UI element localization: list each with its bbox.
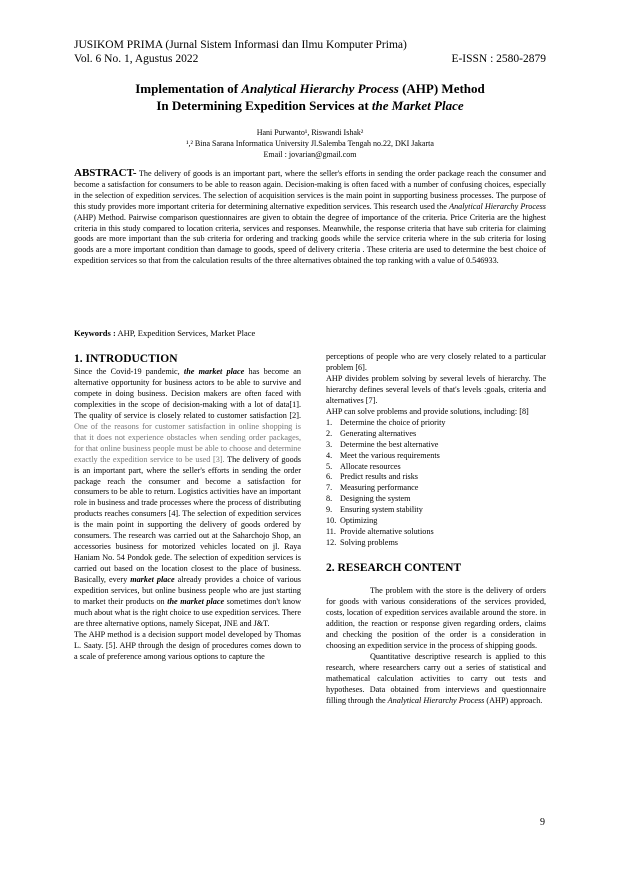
list-item	[326, 418, 546, 429]
title-italic: Analytical Hierarchy Process	[241, 81, 399, 96]
keywords	[74, 328, 255, 338]
list-item-number: 11.	[326, 527, 336, 537]
list-item-text: Measuring performance	[340, 483, 419, 493]
list-item-number: 7.	[326, 483, 333, 493]
journal-name: JUSIKOM PRIMA (Jurnal Sistem Informasi dan Ilmu Komputer Prima)	[74, 39, 407, 51]
list-item-text: Solving problems	[340, 538, 398, 548]
list-item-text: Allocate resources	[340, 461, 401, 471]
keywords-text: AHP, Expedition Services, Market Place	[115, 328, 256, 338]
text: already provides a choice of various expedition services, but online business people who are just starting to market their products on	[74, 575, 301, 607]
section-heading-research-content: 2. RESEARCH CONTENT	[326, 562, 462, 575]
list-item-number: 10.	[326, 516, 337, 526]
page-number: 9	[540, 817, 545, 828]
section-heading-introduction: 1. INTRODUCTION	[74, 353, 178, 365]
intro-paragraph: AHP divides problem solving by several levels of hierarchy. The hierarchy defines several levels of that's levels :goals, criteria and alternatives [7].	[326, 373, 546, 405]
research-paragraph	[326, 652, 546, 707]
ahp-capabilities-list	[326, 418, 546, 549]
text-gray: One of the reasons for customer satisfaction in online shopping is that it does not experience obstacles when sending order packages, for that online business people must be able to choose and determine exactly the expedition service to be used [3].	[74, 421, 301, 464]
intro-paragraph: AHP can solve problems and provide solutions, including: [8]	[326, 406, 529, 416]
list-item	[326, 440, 546, 451]
abstract-label: ABSTRACT-	[74, 167, 137, 179]
list-item-text: Meet the various requirements	[340, 450, 440, 460]
journal-volume: Vol. 6 No. 1, Agustus 2022	[74, 53, 199, 65]
list-item	[326, 494, 546, 505]
list-item	[326, 472, 546, 483]
list-item-text: Determine the best alternative	[340, 439, 439, 449]
text-italic: Analytical Hierarchy Process	[387, 695, 485, 705]
list-item-number: 2.	[326, 428, 333, 438]
text: (AHP) approach.	[484, 695, 543, 705]
right-column	[326, 352, 546, 707]
list-item-number: 12.	[326, 538, 337, 548]
list-item-number: 4.	[326, 450, 333, 460]
list-item	[326, 462, 546, 473]
list-item-number: 9.	[326, 505, 333, 515]
journal-volume-line	[74, 52, 546, 66]
authors: Hani Purwanto¹, Riswandi Ishak²	[256, 128, 364, 137]
title-part: Implementation of	[135, 81, 242, 96]
list-item-number: 1.	[326, 417, 333, 427]
list-item-text: Optimizing	[340, 516, 378, 526]
list-item	[326, 451, 546, 462]
title-italic: the Market Place	[371, 98, 464, 113]
list-item	[326, 505, 546, 516]
list-item-number: 6.	[326, 472, 333, 482]
paper-title-line-2	[0, 97, 620, 114]
text: has become an alternative opportunity for business actors to be able to survive and compete in doing business. Decision makers are often faced with complexities in the scope of decision-making with a lot of data[1]. The quality of service is closely related to customer satisfaction [2].	[74, 367, 302, 420]
affiliation: ¹,² Bina Sarana Informatica University Jl.Salemba Tengah no.22, DKI Jakarta	[186, 139, 434, 148]
title-part: In Determining Expedition Services at	[156, 98, 372, 113]
left-column	[74, 352, 301, 663]
research-paragraph: The problem with the store is the delivery of orders for goods with various considerations of the services provided, costs, location of expedition services available around the store. in addition, the reaction or response given regarding orders, claims and checking the position of the order is a consideration in choosing an expedition service in the process of shipping goods.	[326, 586, 546, 650]
list-item-text: Generating alternatives	[340, 428, 417, 438]
text: Since the Covid-19 pandemic,	[74, 367, 184, 376]
list-item-number: 5.	[326, 461, 333, 471]
abstract-text: (AHP) Method. Pairwise comparison questionnaires are given to obtain the degree of importance of the criteria. Price Criteria are the highest criteria in this study compared to location criteria, services and responses. Meanwhile, the response criteria that have sub criteria for claiming goods are more important than the sub criteria for ordering and tracking goods while the service criteria where in the sub criteria for losing goods are a more important condition than damage to goods, speed of delivery criteria . These criteria are used to determine the best choice of expedition services so that from the calculation results of the three alternatives obtained the top ranking with a value of 0.546933.	[74, 212, 546, 266]
list-item	[326, 429, 546, 440]
list-item-text: Provide alternative solutions	[340, 527, 434, 537]
list-item-text: Predict results and risks	[340, 472, 418, 482]
list-item-number: 3.	[326, 439, 333, 449]
abstract-text: The delivery of goods is an important part, where the seller's efforts in sending the order package reach the consumer and become a satisfaction for consumers to be able to reason again. Decision-making is often faced with a number of confusing choices, especially in the selection of expedition services. The selection of acquisition services is the main point in supporting business processes. The purpose of this study provides more important criteria for determining alternative expedition services. This research used the	[74, 169, 546, 211]
list-item	[326, 483, 546, 494]
title-part: (AHP) Method	[398, 81, 485, 96]
journal-issn: E-ISSN : 2580-2879	[451, 53, 546, 65]
intro-paragraph	[74, 367, 301, 630]
abstract	[74, 168, 546, 267]
intro-paragraph: perceptions of people who are very closely related to a particular problem [6].	[326, 352, 546, 372]
keywords-label: Keywords :	[74, 328, 116, 338]
list-item-number: 8.	[326, 494, 333, 504]
list-item	[326, 538, 546, 549]
text-italic: market place	[130, 575, 175, 585]
abstract-italic: Analytical Hierarchy Process	[449, 201, 546, 211]
text-italic: the market place	[183, 367, 245, 376]
email: Email : jovarian@gmail.com	[263, 150, 357, 159]
text: sometimes don't know much about what is the right choice to use expedition services. There are three alternative options, namely Sicepat, JNE and J&T.	[74, 597, 302, 628]
list-item-text: Ensuring system stability	[340, 505, 423, 515]
intro-paragraph: The AHP method is a decision support model developed by Thomas L. Saaty. [5]. AHP through the design of procedures comes down to a scale of preference among various options to capture the	[74, 629, 301, 661]
list-item	[326, 516, 546, 527]
list-item-text: Designing the system	[340, 494, 411, 504]
list-item	[326, 527, 546, 538]
paper-title-line-1	[0, 80, 620, 97]
text: Quantitative descriptive research is applied to this research, where researchers carry out a series of statistical and mathematical calculation activities to carry out tests and hypotheses. Data obtained from interviews and questionnaire filling through the	[326, 651, 546, 705]
list-item-text: Determine the choice of priority	[340, 417, 446, 427]
text: The delivery of goods is an important part, where the seller's efforts in sending the order package reach the consumer and become a satisfaction for consumers to be able to return. Logistics activities have an important role in business and trade processes where the process of distributing products reaches consumers [4]. The selection of expedition services is the main point in supporting the delivery of goods ordered by consumers. The research was carried out at the Saharchojo Shop, an accessories business for motorized vehicles located on jl. Raya Haniam No. 54 Pondok gede. The selection of expedition services is carried out based on the location closest to the place of business. Basically, every	[74, 454, 301, 585]
text-italic: the market place	[167, 597, 225, 607]
